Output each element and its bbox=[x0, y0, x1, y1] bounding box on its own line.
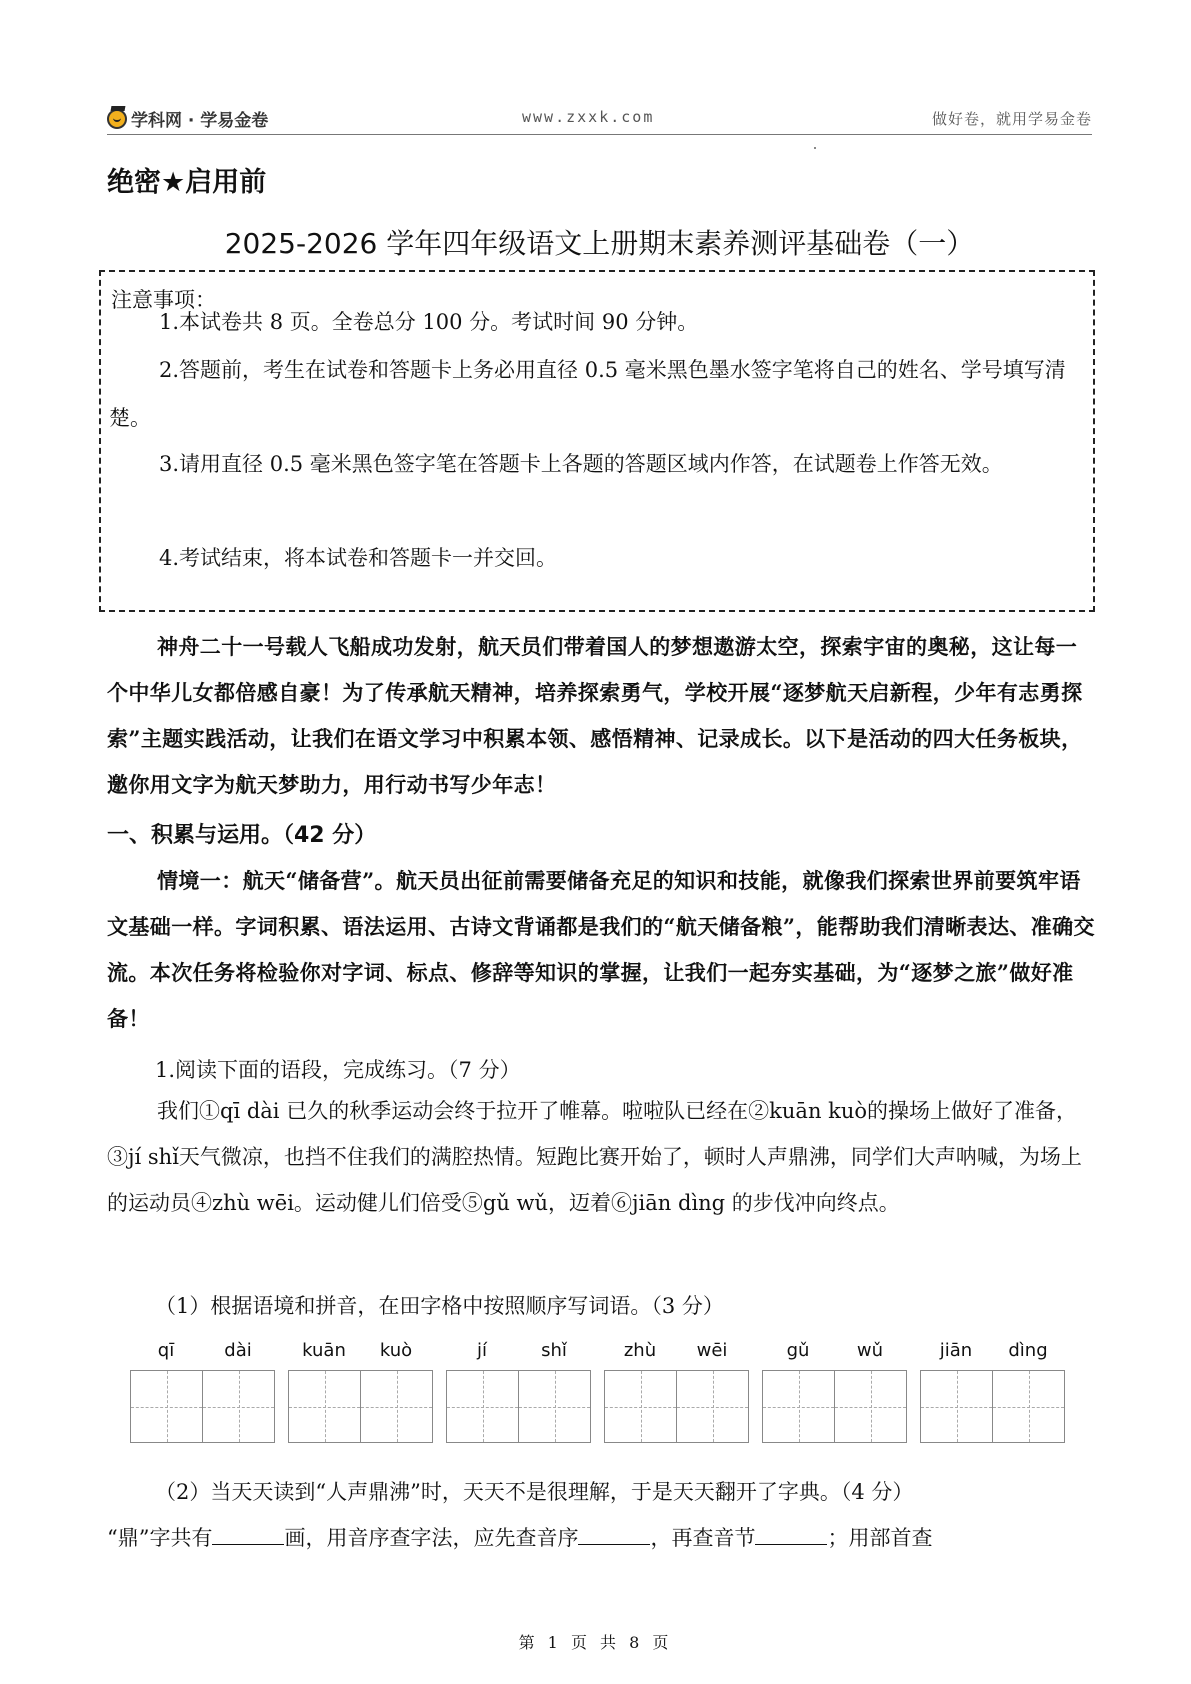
fill-text: “鼎”字共有 bbox=[107, 1526, 213, 1550]
tian-grid-box[interactable] bbox=[605, 1371, 677, 1442]
answer-blank[interactable] bbox=[212, 1524, 284, 1545]
notice-item: 1.本试卷共 8 页。全卷总分 100 分。考试时间 90 分钟。 bbox=[159, 310, 699, 334]
fill-text: 画，用音序查字法，应先查音序 bbox=[284, 1526, 579, 1550]
word-grid bbox=[762, 1340, 907, 1443]
tian-grid-box[interactable] bbox=[993, 1371, 1064, 1442]
fill-blank-line bbox=[107, 1522, 932, 1552]
fill-text: ，再查音节 bbox=[650, 1526, 756, 1550]
word-grid bbox=[446, 1340, 591, 1443]
notice-item: 4.考试结束，将本试卷和答题卡一并交回。 bbox=[159, 546, 558, 570]
pinyin-label: dài bbox=[224, 1340, 252, 1361]
pinyin-label: wēi bbox=[696, 1340, 728, 1361]
page-footer: 第 1 页 共 8 页 bbox=[518, 1633, 673, 1652]
sub-question-2: （2）当天天读到“人声鼎沸”时，天天不是很理解，于是天天翻开了字典。（4 分） bbox=[155, 1480, 914, 1504]
tian-grid-box[interactable] bbox=[361, 1371, 432, 1442]
page-header bbox=[107, 100, 1092, 135]
notice-box bbox=[99, 270, 1095, 612]
tian-grid-box[interactable] bbox=[447, 1371, 519, 1442]
notice-item: 3.请用直径 0.5 毫米黑色签字笔在答题卡上各题的答题区域内作答，在试题卷上作答无效。 bbox=[159, 452, 1003, 476]
tian-grid-box[interactable] bbox=[677, 1371, 748, 1442]
pinyin-label: wǔ bbox=[856, 1340, 884, 1361]
site-url: www.zxxk.com bbox=[522, 108, 655, 126]
speck bbox=[814, 147, 816, 149]
pinyin-label: zhù bbox=[623, 1340, 657, 1361]
word-grid bbox=[288, 1340, 433, 1443]
answer-blank[interactable] bbox=[578, 1524, 650, 1545]
pinyin-label: kuò bbox=[379, 1340, 413, 1361]
logo-text: 学科网 · 学易金卷 bbox=[131, 111, 269, 131]
question-passage: 我们①qī dài 已久的秋季运动会终于拉开了帷幕。啦啦队已经在②kuān kuò的操场上做好了准备，③jí shǐ天气微凉，也挡不住我们的满腔热情。短跑比赛开始了，顿时人声鼎沸，同学们大声呐喊，为场上的运动员④zhù wēi。运动健儿们倍受⑤gǔ wǔ，迈着⑥jiān dìng 的步伐冲向终点。 bbox=[107, 1099, 1082, 1215]
intro-paragraph: 神舟二十一号载人飞船成功发射，航天员们带着国人的梦想遨游太空，探索宇宙的奥秘，这让每一个中华儿女都倍感自豪！为了传承航天精神，培养探索勇气，学校开展“逐梦航天启新程，少年有志勇探索”主题实践活动，让我们在语文学习中积累本领、感悟精神、记录成长。以下是活动的四大任务板块，邀你用文字为航天梦助力，用行动书写少年志！ bbox=[107, 634, 1083, 797]
pinyin-label: jiān bbox=[939, 1340, 973, 1361]
tian-grid-box[interactable] bbox=[289, 1371, 361, 1442]
tian-grid-box[interactable] bbox=[131, 1371, 203, 1442]
sub-question-1: （1）根据语境和拼音，在田字格中按照顺序写词语。（3 分） bbox=[155, 1294, 724, 1318]
tian-grid-box[interactable] bbox=[921, 1371, 993, 1442]
pinyin-label: kuān bbox=[302, 1340, 346, 1361]
graduation-cap-icon bbox=[107, 109, 127, 129]
pinyin-label: gǔ bbox=[786, 1340, 810, 1361]
tian-grid-box[interactable] bbox=[519, 1371, 590, 1442]
word-grid bbox=[604, 1340, 749, 1443]
question-title: 1.阅读下面的语段，完成练习。（7 分） bbox=[155, 1058, 521, 1082]
word-grid bbox=[130, 1340, 275, 1443]
logo bbox=[107, 106, 268, 131]
header-slogan: 做好卷，就用学易金卷 bbox=[931, 110, 1092, 128]
tian-grid-box[interactable] bbox=[835, 1371, 906, 1442]
pinyin-label: shǐ bbox=[541, 1340, 567, 1361]
tian-grid-box[interactable] bbox=[763, 1371, 835, 1442]
pinyin-label: qī bbox=[157, 1340, 175, 1361]
notice-title: 注意事项： bbox=[111, 288, 216, 312]
secret-label: 绝密★启用前 bbox=[107, 167, 267, 198]
tian-grid-box[interactable] bbox=[203, 1371, 274, 1442]
word-grid bbox=[920, 1340, 1065, 1443]
pinyin-label: jí bbox=[476, 1340, 487, 1361]
fill-text: ；用部首查 bbox=[827, 1526, 933, 1550]
notice-item: 2.答题前，考生在试卷和答题卡上务必用直径 0.5 毫米黑色墨水签字笔将自己的姓名、学号填写清楚。 bbox=[109, 358, 1066, 430]
scenario-paragraph: 情境一：航天“储备营”。航天员出征前需要储备充足的知识和技能，就像我们探索世界前要筑牢语文基础一样。字词积累、语法运用、古诗文背诵都是我们的“航天储备粮”，能帮助我们清晰表达、准确交流。本次任务将检验你对字词、标点、修辞等知识的掌握，让我们一起夯实基础，为“逐梦之旅”做好准备！ bbox=[107, 868, 1095, 1031]
writing-grid bbox=[130, 1340, 1078, 1443]
section-title: 一、积累与运用。（42 分） bbox=[107, 823, 377, 848]
answer-blank[interactable] bbox=[755, 1524, 827, 1545]
exam-title: 2025-2026 学年四年级语文上册期末素养测评基础卷（一） bbox=[224, 227, 975, 260]
pinyin-label: dìng bbox=[1008, 1340, 1048, 1361]
